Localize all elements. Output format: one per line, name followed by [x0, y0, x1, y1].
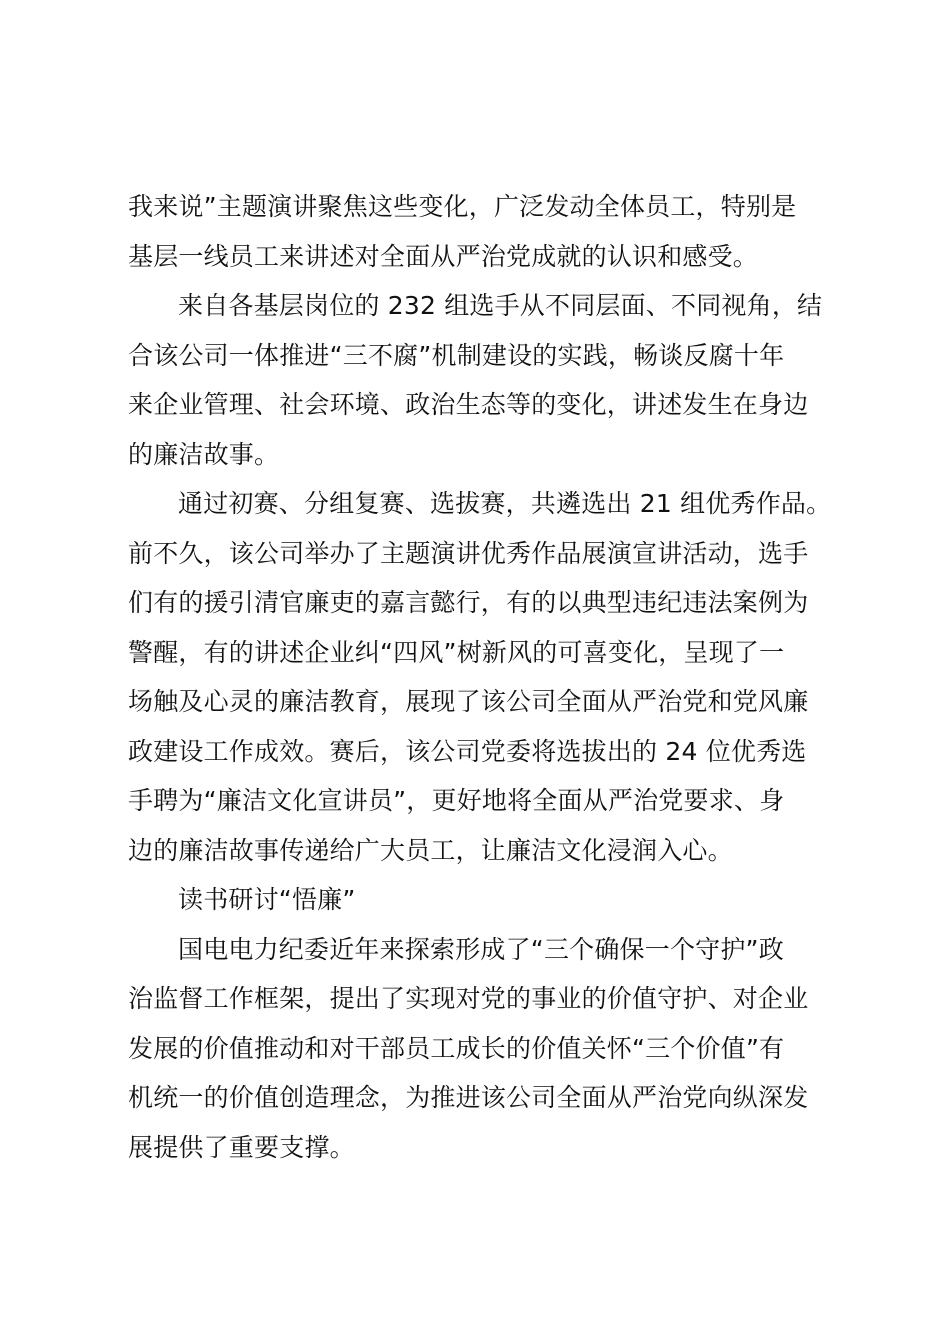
text-line: 来企业管理、社会环境、政治生态等的变化，讲述发生在身边 — [128, 390, 809, 419]
text-line: 发展的价值推动和对干部员工成长的价值关怀“三个价值”有 — [128, 1033, 785, 1063]
text-line: 展提供了重要支撑。 — [128, 1132, 355, 1162]
document-body — [128, 182, 838, 1172]
text-line: 机统一的价值创造理念，为推进该公司全面从严治党向纵深发 — [128, 1083, 809, 1112]
text-line: 们有的援引清官廉吏的嘉言懿行，有的以典型违纪违法案例为 — [128, 588, 809, 617]
text-line: 手聘为“廉洁文化宣讲员”，更好地将全面从严治党要求、身 — [128, 786, 785, 815]
paragraph-start-line: 来自各基层岗位的 232 组选手从不同层面、不同视角，结 — [178, 291, 823, 320]
text-line: 合该公司一体推进“三不腐”机制建设的实践，畅谈反腐十年 — [128, 340, 785, 370]
text-line: 前不久，该公司举办了主题演讲优秀作品展演宣讲活动，选手 — [128, 538, 809, 568]
text-line: 边的廉洁故事传递给广大员工，让廉洁文化浸润入心。 — [128, 835, 733, 865]
text-line: 基层一线员工来讲述对全面从严治党成就的认识和感受。 — [128, 241, 759, 271]
text-line: 的廉洁故事。 — [128, 439, 280, 469]
paragraph-start-line: 通过初赛、分组复赛、选拔赛，共遴选出 21 组优秀作品。 — [178, 489, 832, 518]
paragraph-start-line: 国电电力纪委近年来探索形成了“三个确保一个守护”政 — [178, 934, 784, 964]
text-line: 治监督工作框架，提出了实现对党的事业的价值守护、对企业 — [128, 984, 809, 1013]
section-heading: 读书研讨“悟廉” — [178, 885, 356, 914]
text-line: 政建设工作成效。赛后，该公司党委将选拔出的 24 位优秀选 — [128, 736, 807, 766]
text-line: 我来说”主题演讲聚焦这些变化，广泛发动全体员工，特别是 — [128, 192, 797, 221]
text-line: 警醒，有的讲述企业纠“四风”树新风的可喜变化，呈现了一 — [128, 637, 785, 667]
text-line: 场触及心灵的廉洁教育，展现了该公司全面从严治党和党风廉 — [128, 687, 809, 716]
